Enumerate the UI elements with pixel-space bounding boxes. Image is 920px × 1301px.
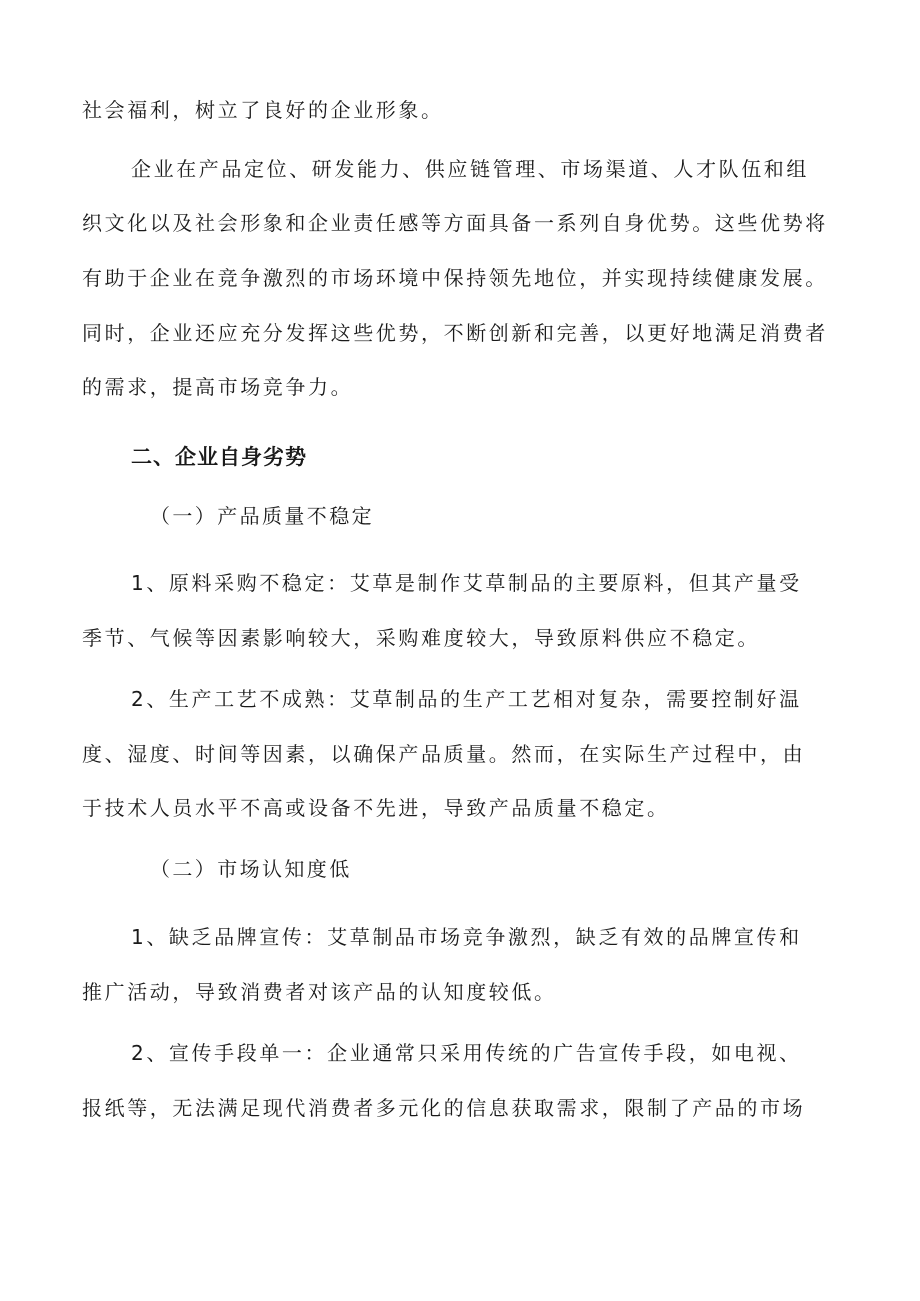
paragraph-line: 1、缺乏品牌宣传：艾草制品市场竞争激烈，缺乏有效的品牌宣传和 (131, 925, 802, 949)
paragraph-line: 于技术人员水平不高或设备不先进，导致产品质量不稳定。 (82, 796, 670, 820)
paragraph-line: 推广活动，导致消费者对该产品的认知度较低。 (82, 980, 557, 1004)
paragraph-line: 2、宣传手段单一：企业通常只采用传统的广告宣传手段，如电视、 (131, 1041, 802, 1065)
paragraph-line: 织文化以及社会形象和企业责任感等方面具备一系列自身优势。这些优势将 (82, 211, 828, 235)
paragraph-line: 报纸等，无法满足现代消费者多元化的信息获取需求，限制了产品的市场 (82, 1096, 806, 1120)
subsection-heading: （二）市场认知度低 (150, 857, 352, 881)
paragraph-line: 有助于企业在竞争激烈的市场环境中保持领先地位，并实现持续健康发展。 (82, 266, 828, 290)
paragraph-line: 1、原料采购不稳定：艾草是制作艾草制品的主要原料，但其产量受 (131, 571, 802, 595)
paragraph-line: 度、湿度、时间等因素，以确保产品质量。然而，在实际生产过程中，由 (82, 742, 806, 766)
section-heading: 二、企业自身劣势 (131, 445, 307, 469)
paragraph-line: 同时，企业还应充分发挥这些优势，不断创新和完善，以更好地满足消费者 (82, 321, 828, 345)
paragraph-line: 社会福利，树立了良好的企业形象。 (82, 98, 444, 122)
paragraph-line: 2、生产工艺不成熟：艾草制品的生产工艺相对复杂，需要控制好温 (131, 687, 802, 711)
paragraph-line: 企业在产品定位、研发能力、供应链管理、市场渠道、人才队伍和组 (131, 157, 809, 181)
subsection-heading: （一）产品质量不稳定 (150, 504, 374, 528)
paragraph-line: 季节、气候等因素影响较大，采购难度较大，导致原料供应不稳定。 (82, 626, 760, 650)
paragraph-line: 的需求，提高市场竞争力。 (82, 375, 354, 399)
